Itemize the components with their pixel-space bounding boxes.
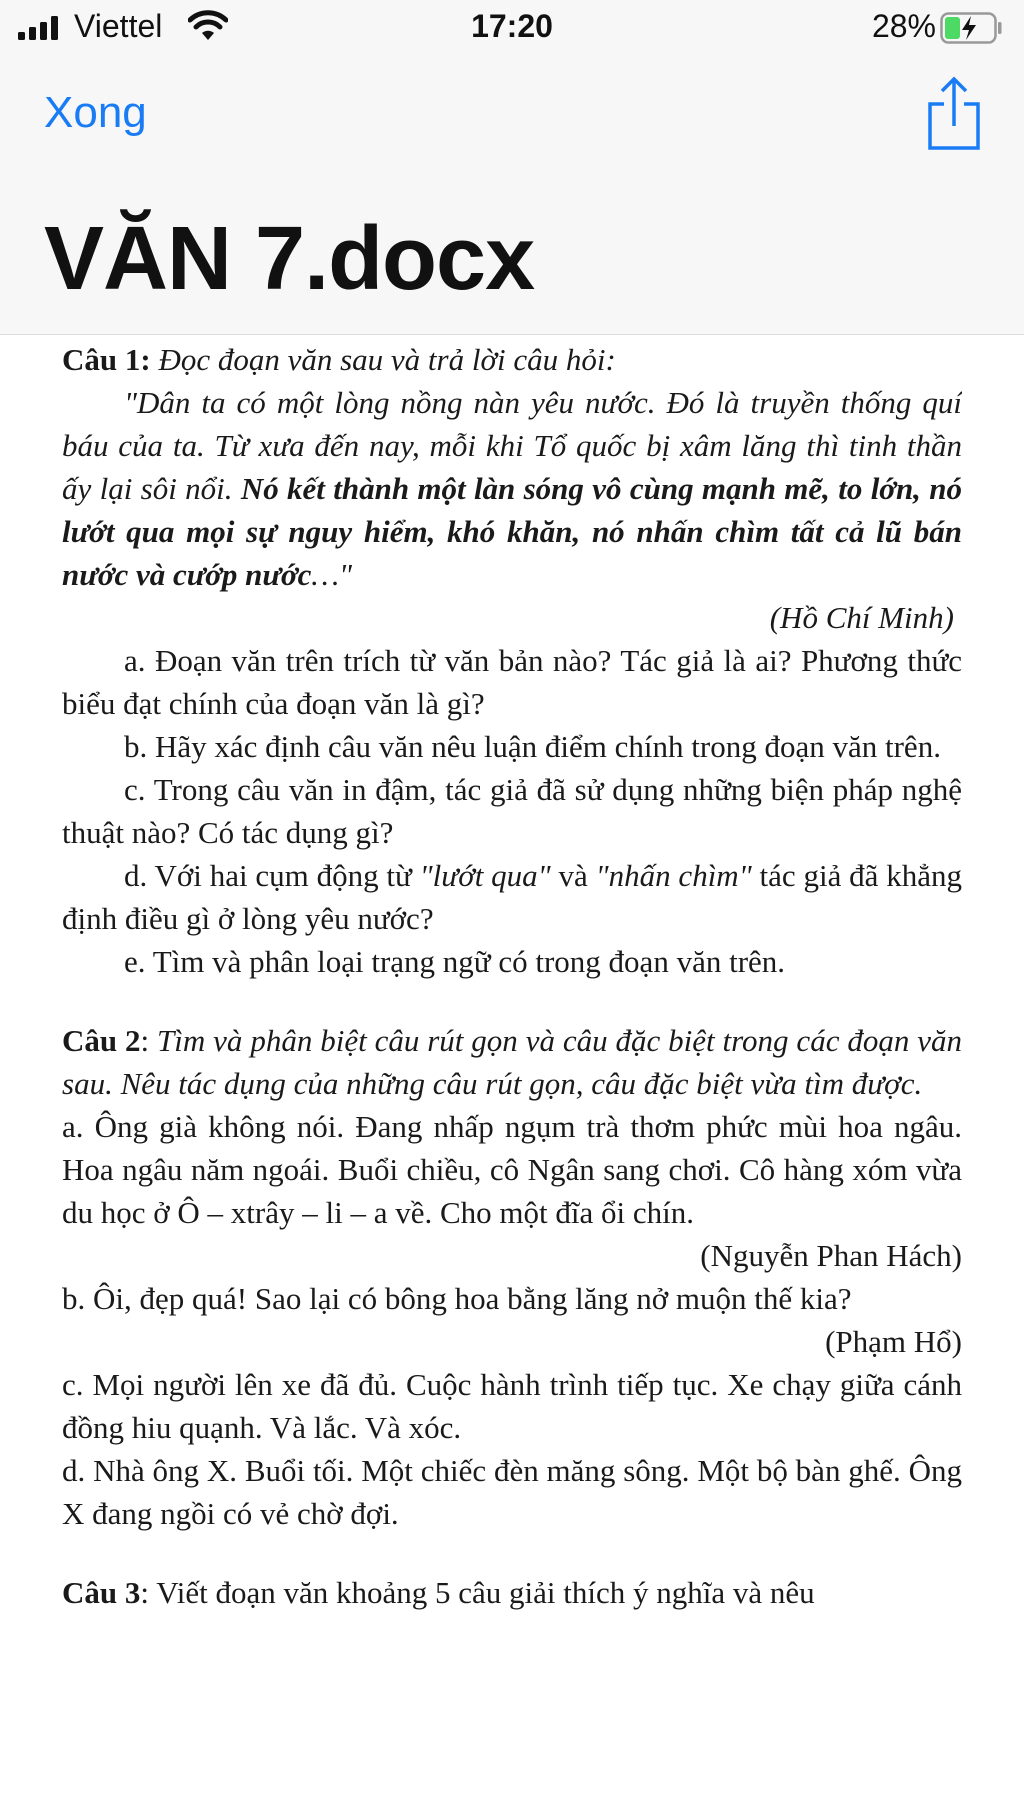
document-body[interactable] — [62, 338, 962, 1820]
question-2-item-b-author: (Phạm Hổ) — [825, 1324, 962, 1359]
question-2-item-d: d. Nhà ông X. Buổi tối. Một chiếc đèn măng sông. Một bộ bàn ghế. Ông X đang ngồi có vẻ chờ đợi. — [62, 1453, 962, 1531]
quote-ellipsis: …" — [311, 557, 352, 592]
share-icon[interactable] — [926, 76, 982, 152]
question-1-prompt: Đọc đoạn văn sau và trả lời câu hỏi: — [150, 342, 616, 377]
header — [0, 0, 1024, 335]
item-d-text: d. Với hai cụm động từ — [124, 858, 420, 893]
question-3-label: Câu 3 — [62, 1575, 141, 1610]
question-1-item-d — [62, 854, 962, 940]
question-2-label: Câu 2 — [62, 1023, 141, 1058]
battery-percent: 28% — [871, 8, 936, 44]
question-2-header — [62, 1019, 962, 1105]
spacer — [62, 1535, 962, 1571]
quote-text: "Dân ta có một lòng nồng nàn yêu nước. Đó là truyền thống quí báu của ta. Từ xưa đến nay, mỗi khi Tổ quốc bị xâm lăng thì tinh thần ấy lại sôi nổi. — [62, 385, 962, 506]
quote-bold-text: Nó kết thành một làn sóng vô cùng mạnh mẽ, to lớn, nó lướt qua mọi sự nguy hiểm, khó khăn, nó nhấn chìm tất cả lũ bán nước và cướp nước — [62, 471, 962, 592]
question-2-prompt: Tìm và phân biệt câu rút gọn và câu đặc biệt trong các đoạn văn sau. Nêu tác dụng của những câu rút gọn, câu đặc biệt vừa tìm được. — [62, 1023, 962, 1101]
question-2-item-b: b. Ôi, đẹp quá! Sao lại có bông hoa bằng lăng nở muộn thế kia? — [62, 1281, 852, 1316]
quote-paragraph — [62, 381, 962, 596]
question-1-item-b: b. Hãy xác định câu văn nêu luận điểm chính trong đoạn văn trên. — [124, 729, 941, 764]
done-button[interactable]: Xong — [44, 88, 147, 137]
question-1-item-e: e. Tìm và phân loại trạng ngữ có trong đoạn văn trên. — [124, 944, 786, 979]
question-3-text: Viết đoạn văn khoảng 5 câu giải thích ý nghĩa và nêu — [156, 1575, 815, 1610]
question-2-colon: : — [140, 1023, 158, 1058]
clock: 17:20 — [471, 8, 553, 44]
carrier-name: Viettel — [74, 8, 163, 44]
question-1-item-c: c. Trong câu văn in đậm, tác giả đã sử dụng những biện pháp nghệ thuật nào? Có tác dụng gì? — [62, 772, 962, 850]
status-bar — [0, 0, 1024, 56]
question-3-header — [62, 1571, 962, 1614]
term-nhan-chim: "nhấn chìm" — [595, 858, 752, 893]
question-1-header — [62, 338, 962, 381]
term-luot-qua: "lướt qua" — [419, 858, 551, 893]
question-1-item-a: a. Đoạn văn trên trích từ văn bản nào? Tác giả là ai? Phương thức biểu đạt chính của đoạn văn là gì? — [62, 643, 962, 721]
question-3-colon: : — [140, 1575, 157, 1610]
battery-charging-icon — [940, 12, 1002, 44]
item-d-connector: và — [550, 858, 596, 893]
question-1-label: Câu 1: — [62, 342, 151, 377]
question-2-item-c: c. Mọi người lên xe đã đủ. Cuộc hành trình tiếp tục. Xe chạy giữa cánh đồng hiu quạnh. Và lắc. Và xóc. — [62, 1367, 962, 1445]
document-title: VĂN 7.docx — [44, 209, 535, 309]
spacer — [62, 983, 962, 1019]
quote-author: (Hồ Chí Minh) — [769, 600, 954, 635]
question-2-item-a-author: (Nguyễn Phan Hách) — [700, 1238, 962, 1273]
question-2-item-a: a. Ông già không nói. Đang nhấp ngụm trà thơm phức mùi hoa ngâu. Hoa ngâu năm ngoái. Buổi chiều, cô Ngân sang chơi. Cô hàng xóm vừa du học ở Ô – xtrây – li – a về. Cho một đĩa ổi chín. — [62, 1109, 962, 1230]
item-d-end: tác giả đã khẳng định điều gì ở lòng yêu nước? — [62, 858, 962, 936]
